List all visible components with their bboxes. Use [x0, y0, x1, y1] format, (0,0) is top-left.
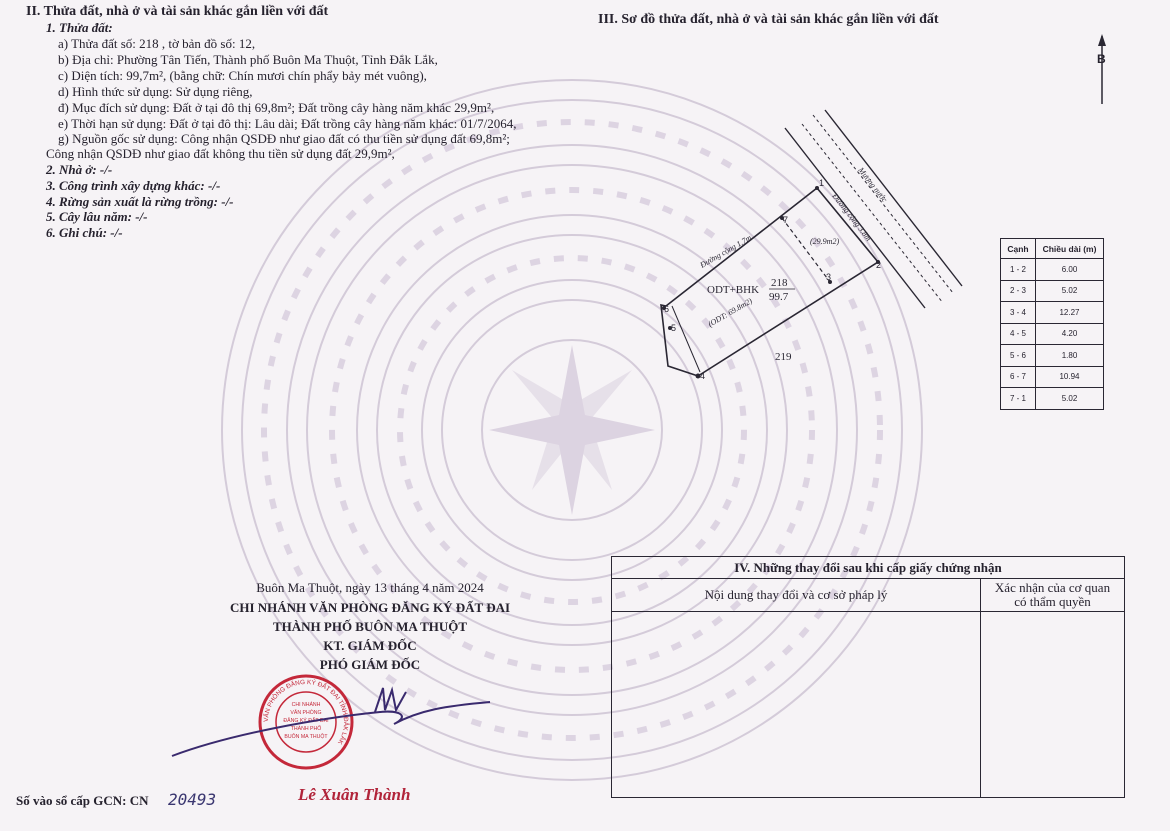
point-label-3: 3: [826, 272, 832, 282]
svg-text:ĐĂNG KÝ ĐẤT ĐAI: ĐĂNG KÝ ĐẤT ĐAI: [283, 718, 329, 724]
edge-cell: 1 - 2: [1001, 259, 1036, 281]
edge-cell: 7 - 1: [1001, 388, 1036, 410]
item-origin-continued: Công nhận QSDĐ như giao đất không thu tiền sử dụng đất 29,9m²,: [46, 146, 395, 161]
section-title-parcel: II. Thửa đất, nhà ở và tài sản khác gắn liền với đất: [26, 4, 329, 19]
section-title-map: III. Sơ đồ thửa đất, nhà ở và tài sản khác gắn liền với đất: [598, 12, 939, 27]
changes-col-content: [612, 579, 981, 797]
item-parcel-heading: 1. Thửa đất:: [46, 20, 113, 35]
neighbor-parcel: 219: [775, 351, 792, 363]
canal-dash-line: [802, 124, 943, 303]
corridor-label: Đường cộng 1.7m: [698, 233, 754, 270]
length-cell: 1.80: [1036, 345, 1104, 367]
signature-stroke: [170, 680, 500, 760]
signer-title-1: KT. GIÁM ĐỐC: [323, 638, 417, 653]
canal-dash-line: [813, 115, 953, 293]
item-area: c) Diện tích: 99,7m², (bằng chữ: Chín mươi chín phẩy bảy mét vuông),: [58, 68, 427, 83]
point-label-1: 1: [819, 178, 825, 188]
edge-table-header-length: Chiều dài (m): [1036, 239, 1104, 259]
point-label-2: 2: [876, 260, 882, 270]
svg-text:CHI NHÁNH: CHI NHÁNH: [291, 702, 321, 708]
item-use-purpose: đ) Mục đích sử dụng: Đất ở tại đô thị 69,8m²; Đất trồng cây hàng năm khác 29,9m²,: [58, 100, 495, 115]
point-label-7: 7: [783, 215, 789, 225]
signature-block: [200, 578, 540, 674]
north-arrow-icon: [1090, 34, 1114, 106]
item-other-construction: 3. Công trình xây dựng khác: -/-: [46, 178, 221, 193]
edge-cell: 3 - 4: [1001, 302, 1036, 324]
table-row: [1001, 302, 1104, 324]
canal-label: Mương nước: [856, 165, 890, 204]
item-parcel-number: a) Thửa đất số: 218 , tờ bản đồ số: 12,: [58, 36, 256, 51]
road-corridor-label: Đường cộng 3.8m: [830, 191, 874, 243]
area-label-b: (ODT: 69.8m2): [706, 296, 754, 329]
area-label-a: (29.9m2): [810, 237, 840, 246]
item-origin: g) Nguồn gốc sử dụng: Công nhận QSDĐ như giao đất có thu tiền sử dụng đất 69,8m²;: [58, 131, 510, 146]
item-perennial: 5. Cây lâu năm: -/-: [46, 209, 148, 224]
place-date: Buôn Ma Thuột, ngày 13 tháng 4 năm 2024: [256, 580, 484, 595]
agency-line-2: THÀNH PHỐ BUÔN MA THUỘT: [272, 619, 468, 634]
changes-col-content-header: Nội dung thay đổi và cơ sở pháp lý: [612, 579, 980, 612]
signer-title-2: PHÓ GIÁM ĐỐC: [319, 657, 421, 672]
length-cell: 5.02: [1036, 280, 1104, 302]
edge-cell: 5 - 6: [1001, 345, 1036, 367]
register-label: Số vào sổ cấp GCN: CN: [16, 793, 149, 808]
item-notes: 6. Ghi chú: -/-: [46, 225, 123, 240]
point-label-6: 6: [664, 304, 670, 314]
signer-name: Lê Xuân Thành: [298, 785, 411, 804]
agency-line-1: CHI NHÁNH VĂN PHÒNG ĐĂNG KÝ ĐẤT ĐAI: [229, 600, 511, 615]
svg-text:THÀNH PHỐ: THÀNH PHỐ: [290, 726, 322, 732]
edge-table-header-edge: Cạnh: [1001, 239, 1036, 259]
svg-text:BUÔN MA THUỘT: BUÔN MA THUỘT: [284, 734, 328, 740]
parcel-map: [620, 100, 980, 400]
length-cell: 4.20: [1036, 323, 1104, 345]
table-row: [1001, 345, 1104, 367]
point-label-4: 4: [700, 371, 706, 381]
item-house: 2. Nhà ở: -/-: [46, 162, 113, 177]
svg-text:VĂN PHÒNG: VĂN PHÒNG: [290, 710, 322, 716]
length-cell: 12.27: [1036, 302, 1104, 324]
north-label: B: [1097, 52, 1106, 66]
item-address: b) Địa chỉ: Phường Tân Tiến, Thành phố Buôn Ma Thuột, Tỉnh Đắk Lắk,: [58, 52, 438, 67]
table-row: [1001, 280, 1104, 302]
table-row: [1001, 388, 1104, 410]
register-number: 20493: [168, 790, 217, 809]
svg-text:VĂN PHÒNG ĐĂNG KÝ ĐẤT ĐAI TỈNH: VĂN PHÒNG ĐĂNG KÝ ĐẤT ĐAI TỈNH ĐẮK LẮK: [262, 678, 350, 746]
changes-table-title: IV. Những thay đổi sau khi cấp giấy chứng nhận: [612, 557, 1124, 579]
edge-cell: 2 - 3: [1001, 280, 1036, 302]
parcel-label: ODT+BHK: [707, 284, 760, 296]
parcel-area: 99.7: [769, 291, 789, 303]
length-cell: 5.02: [1036, 388, 1104, 410]
length-cell: 10.94: [1036, 366, 1104, 388]
edge-cell: 4 - 5: [1001, 323, 1036, 345]
item-use-term: e) Thời hạn sử dụng: Đất ở tại đô thị: Lâu dài; Đất trồng cây hàng năm khác: 01/7/2064,: [58, 116, 517, 131]
edge-cell: 6 - 7: [1001, 366, 1036, 388]
table-row: [1001, 323, 1104, 345]
confirm-header-line-2: có thẩm quyền: [1014, 594, 1091, 609]
canal-edge-line: [825, 110, 962, 286]
changes-table: [611, 556, 1125, 798]
changes-col-confirm: [981, 579, 1124, 797]
table-row: [1001, 366, 1104, 388]
parcel-inner-line: [672, 306, 700, 372]
edge-length-table: [1000, 238, 1104, 410]
length-cell: 6.00: [1036, 259, 1104, 281]
parcel-division-line: [782, 218, 830, 282]
point-label-5: 5: [671, 323, 677, 333]
table-row: [1001, 259, 1104, 281]
parcel-number: 218: [771, 277, 788, 289]
confirm-header-line-1: Xác nhận của cơ quan: [994, 580, 1111, 595]
item-use-form: d) Hình thức sử dụng: Sử dụng riêng,: [58, 84, 253, 99]
changes-col-confirm-header: [981, 579, 1124, 612]
item-forest: 4. Rừng sản xuất là rừng trồng: -/-: [46, 194, 234, 209]
